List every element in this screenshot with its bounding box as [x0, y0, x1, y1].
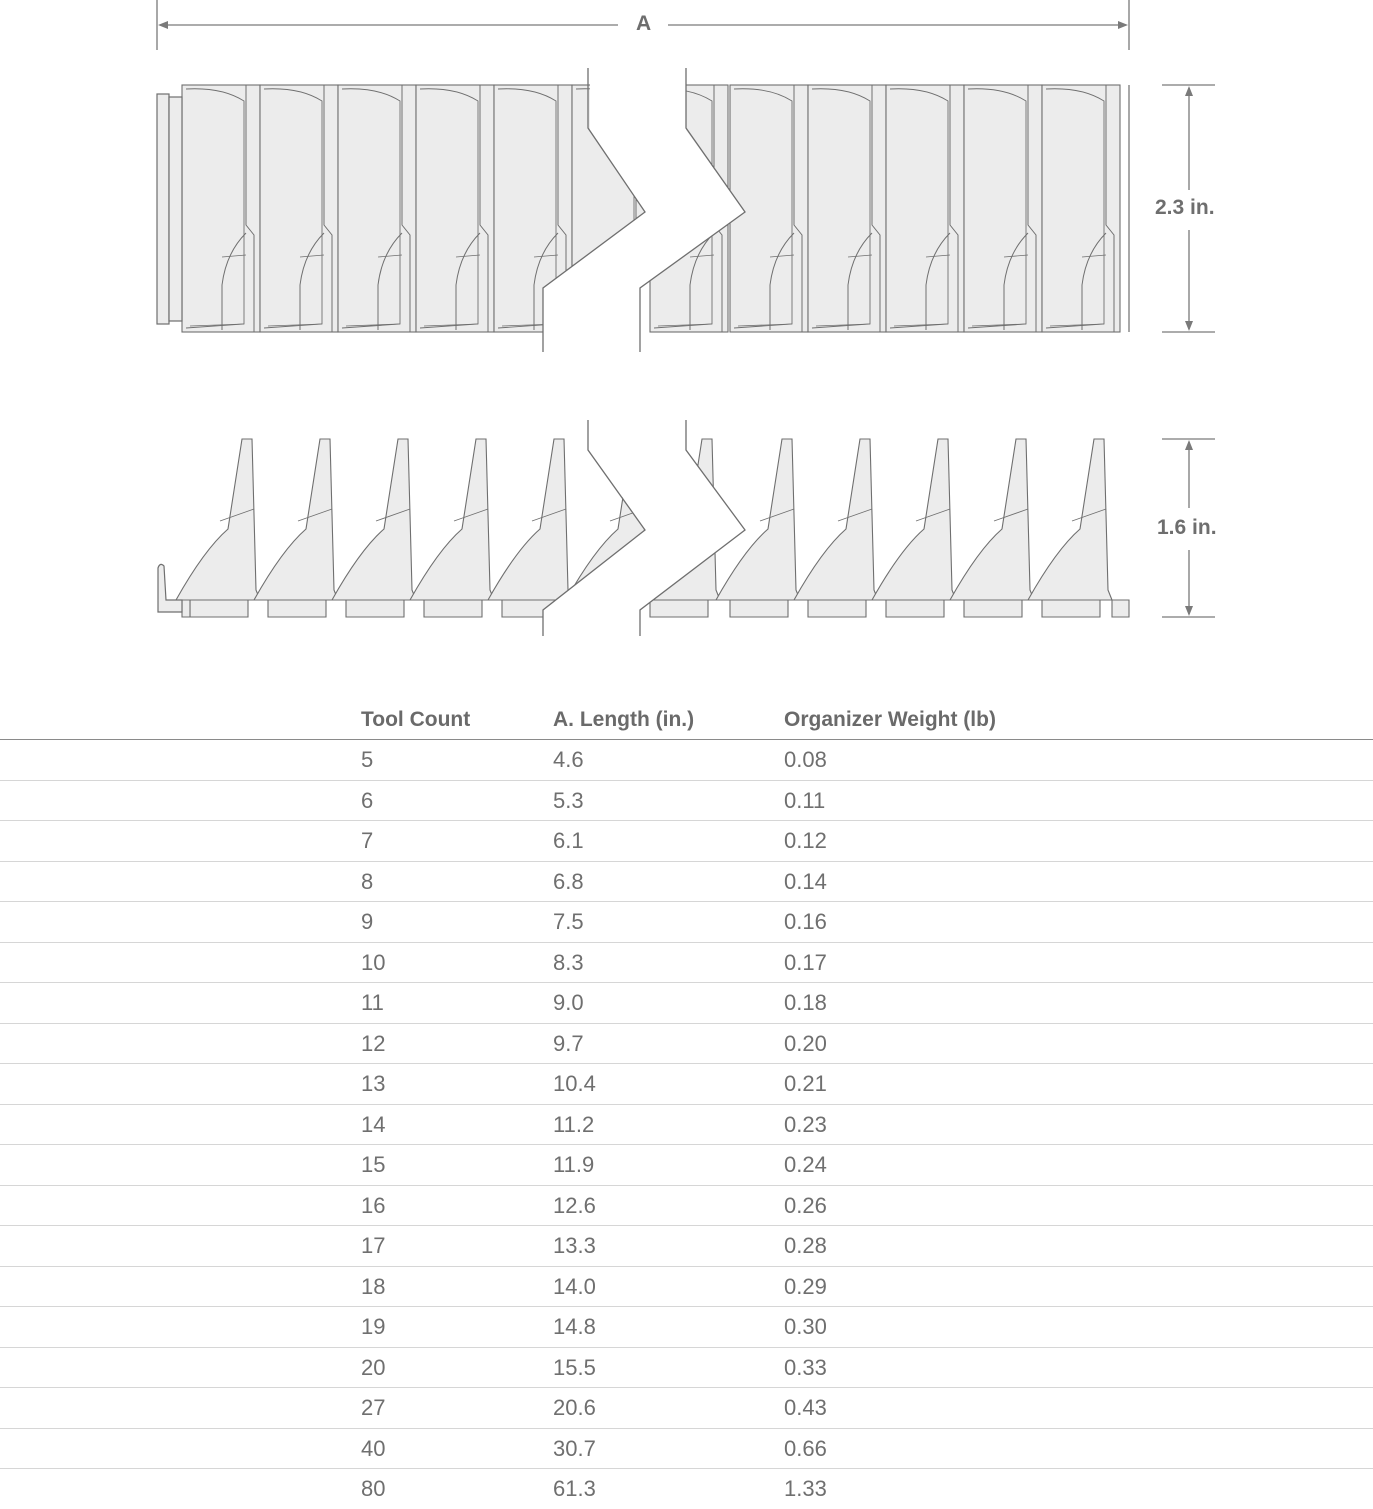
side-view-left-segment — [176, 439, 650, 617]
length-dimension-label: A — [636, 12, 652, 35]
cell-length: 9.7 — [553, 1030, 584, 1056]
cell-weight: 0.12 — [784, 828, 827, 853]
cell-tool-count: 14 — [361, 1111, 386, 1137]
table-row — [0, 983, 1373, 1024]
cell-weight: 0.24 — [784, 1152, 827, 1177]
table-row — [0, 1064, 1373, 1105]
cell-weight: 0.33 — [784, 1354, 827, 1380]
cell-weight: 0.43 — [784, 1395, 827, 1420]
cell-tool-count: 17 — [361, 1233, 386, 1258]
table-row — [0, 862, 1373, 903]
table-row — [0, 1429, 1373, 1470]
cell-tool-count: 20 — [361, 1354, 386, 1380]
spec-table — [0, 700, 1373, 1509]
cell-tool-count: 16 — [361, 1192, 386, 1218]
table-body — [0, 740, 1373, 1509]
side-view-break-lines — [543, 420, 745, 636]
cell-tool-count: 8 — [361, 868, 374, 894]
side-view-end-tab — [158, 564, 182, 612]
height-dimension-label: 2.3 in. — [1155, 196, 1215, 219]
cell-weight: 1.33 — [784, 1476, 827, 1501]
cell-length: 13.3 — [553, 1233, 596, 1258]
cell-tool-count: 6 — [361, 787, 374, 813]
top-view-left-segment — [182, 85, 650, 332]
header-weight: Organizer Weight (lb) — [784, 708, 996, 731]
cell-length: 6.1 — [553, 828, 584, 853]
table-row — [0, 943, 1373, 984]
cell-weight: 0.30 — [784, 1314, 827, 1339]
cell-tool-count: 7 — [361, 828, 374, 853]
table-row — [0, 781, 1373, 822]
cell-length: 7.5 — [553, 909, 584, 934]
cell-tool-count: 18 — [361, 1273, 386, 1299]
organizer-dimension-drawing — [0, 0, 1373, 660]
table-row — [0, 1186, 1373, 1227]
cell-length: 14.0 — [553, 1273, 596, 1299]
table-row — [0, 1388, 1373, 1429]
cell-weight: 0.17 — [784, 949, 827, 975]
cell-weight: 0.08 — [784, 747, 827, 772]
table-row — [0, 1105, 1373, 1146]
cell-length: 11.9 — [553, 1152, 595, 1177]
header-length: A. Length (in.) — [553, 708, 695, 731]
cell-tool-count: 15 — [361, 1152, 386, 1177]
side-view-right-segment — [636, 439, 1129, 617]
table-row — [0, 1307, 1373, 1348]
cell-tool-count: 80 — [361, 1476, 386, 1501]
top-view-end-cap — [157, 94, 182, 324]
cell-tool-count: 19 — [361, 1314, 386, 1339]
cell-weight: 0.29 — [784, 1273, 827, 1299]
table-row — [0, 1267, 1373, 1308]
cell-length: 6.8 — [553, 868, 584, 894]
cell-weight: 0.21 — [784, 1071, 827, 1096]
table-row — [0, 740, 1373, 781]
cell-tool-count: 9 — [361, 909, 374, 934]
cell-length: 61.3 — [553, 1476, 596, 1501]
cell-length: 9.0 — [553, 990, 584, 1015]
table-row — [0, 1145, 1373, 1186]
cell-tool-count: 27 — [361, 1395, 386, 1420]
cell-length: 11.2 — [553, 1111, 595, 1137]
cell-weight: 0.26 — [784, 1192, 827, 1218]
cell-weight: 0.18 — [784, 990, 827, 1015]
cell-length: 8.3 — [553, 949, 584, 975]
table-row — [0, 1348, 1373, 1389]
header-tool-count: Tool Count — [361, 708, 471, 731]
cell-length: 12.6 — [553, 1192, 596, 1218]
cell-tool-count: 11 — [361, 990, 384, 1015]
top-view-right-segment — [650, 85, 1129, 332]
cell-tool-count: 5 — [361, 747, 374, 772]
cell-length: 14.8 — [553, 1314, 596, 1339]
table-row — [0, 1024, 1373, 1065]
cell-tool-count: 13 — [361, 1071, 386, 1096]
cell-weight: 0.16 — [784, 909, 827, 934]
cell-weight: 0.66 — [784, 1435, 827, 1461]
cell-length: 5.3 — [553, 787, 584, 813]
cell-length: 30.7 — [553, 1435, 596, 1461]
cell-weight: 0.20 — [784, 1030, 827, 1056]
cell-weight: 0.23 — [784, 1111, 827, 1137]
cell-tool-count: 40 — [361, 1435, 386, 1461]
cell-length: 4.6 — [553, 747, 584, 772]
table-row — [0, 1226, 1373, 1267]
table-row — [0, 1469, 1373, 1509]
cell-tool-count: 12 — [361, 1030, 386, 1056]
cell-length: 10.4 — [553, 1071, 596, 1096]
cell-weight: 0.28 — [784, 1233, 827, 1258]
table-header-row — [0, 700, 1373, 740]
table-row — [0, 902, 1373, 943]
depth-dimension-label: 1.6 in. — [1157, 516, 1217, 539]
cell-weight: 0.14 — [784, 868, 827, 894]
cell-length: 20.6 — [553, 1395, 596, 1420]
table-row — [0, 821, 1373, 862]
cell-weight: 0.11 — [784, 787, 826, 813]
cell-tool-count: 10 — [361, 949, 386, 975]
cell-length: 15.5 — [553, 1354, 596, 1380]
